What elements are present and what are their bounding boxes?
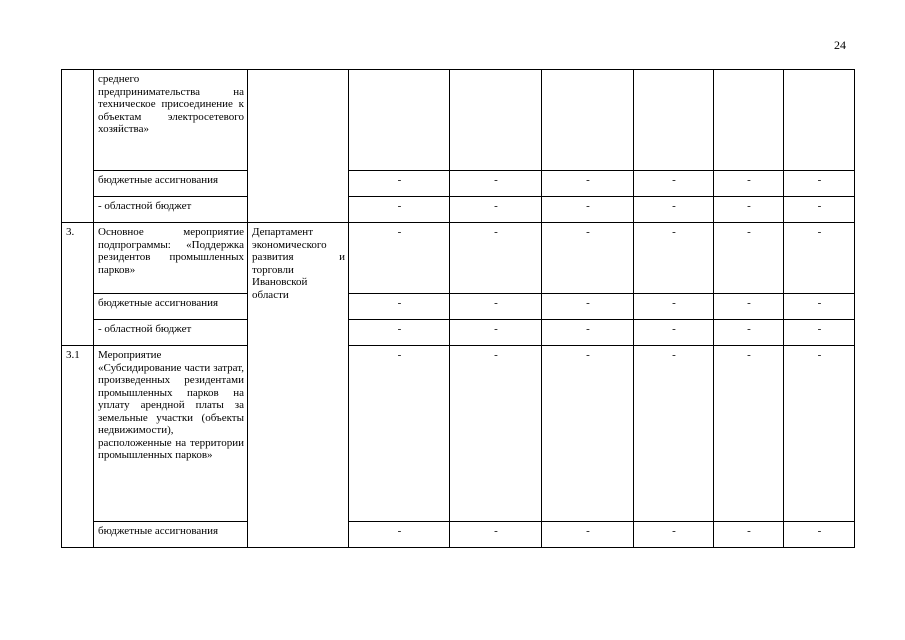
- value-cell: [450, 70, 542, 171]
- value-cell: -: [634, 197, 714, 223]
- value-cell: -: [349, 294, 450, 320]
- value-cell: -: [714, 294, 784, 320]
- value-cell: -: [634, 294, 714, 320]
- value-cell: -: [714, 197, 784, 223]
- row-number-cell: 3.1: [62, 346, 94, 548]
- value-cell: -: [714, 171, 784, 197]
- value-cell: -: [542, 320, 634, 346]
- row-label: бюджетные ассигнования: [94, 522, 248, 548]
- value-cell: -: [634, 223, 714, 294]
- value-cell: [784, 70, 855, 171]
- value-cell: -: [714, 522, 784, 548]
- value-cell: [349, 70, 450, 171]
- value-cell: -: [784, 197, 855, 223]
- value-cell: -: [784, 294, 855, 320]
- value-cell: -: [450, 197, 542, 223]
- value-cell: -: [349, 171, 450, 197]
- value-cell: -: [450, 346, 542, 522]
- row-label: - областной бюджет: [94, 197, 248, 223]
- value-cell: [634, 70, 714, 171]
- value-cell: -: [634, 320, 714, 346]
- value-cell: -: [634, 171, 714, 197]
- value-cell: -: [634, 346, 714, 522]
- table-row: [62, 320, 855, 346]
- table-row: [62, 70, 855, 171]
- value-cell: -: [542, 171, 634, 197]
- value-cell: -: [450, 294, 542, 320]
- value-cell: -: [542, 223, 634, 294]
- value-cell: [714, 70, 784, 171]
- budget-table: [61, 69, 855, 548]
- row-label: бюджетные ассигнования: [94, 294, 248, 320]
- row-number-cell: 3.: [62, 223, 94, 346]
- value-cell: -: [714, 346, 784, 522]
- value-cell: -: [784, 171, 855, 197]
- value-cell: -: [634, 522, 714, 548]
- value-cell: -: [450, 522, 542, 548]
- table-row: [62, 522, 855, 548]
- table-row: [62, 223, 855, 294]
- row-description: среднего предпринимательства на техническое присоединение к объектам электросетевого хозяйства»: [94, 70, 248, 171]
- executor-cell: Департамент экономического развития и торговли Ивановской области: [248, 223, 349, 548]
- value-cell: -: [450, 320, 542, 346]
- table-row: [62, 171, 855, 197]
- value-cell: -: [349, 346, 450, 522]
- value-cell: -: [784, 320, 855, 346]
- table-row: [62, 197, 855, 223]
- value-cell: -: [349, 522, 450, 548]
- value-cell: [542, 70, 634, 171]
- table-row: [62, 294, 855, 320]
- value-cell: -: [542, 197, 634, 223]
- value-cell: -: [784, 346, 855, 522]
- row-label: бюджетные ассигнования: [94, 171, 248, 197]
- value-cell: -: [784, 522, 855, 548]
- value-cell: -: [542, 294, 634, 320]
- value-cell: -: [349, 320, 450, 346]
- value-cell: -: [450, 223, 542, 294]
- page-number: 24: [834, 38, 846, 52]
- table-row: [62, 346, 855, 522]
- value-cell: -: [542, 346, 634, 522]
- row-description: Мероприятие «Субсидирование части затрат, произведенных резидентами промышленных парков на уплату арендной платы за земельные участки (объекты недвижимости), расположенные на территории промышленных парков»: [94, 346, 248, 522]
- value-cell: -: [349, 223, 450, 294]
- row-number-cell: [62, 70, 94, 223]
- value-cell: -: [714, 223, 784, 294]
- executor-cell: [248, 70, 349, 223]
- value-cell: -: [784, 223, 855, 294]
- value-cell: -: [349, 197, 450, 223]
- row-label: - областной бюджет: [94, 320, 248, 346]
- value-cell: -: [714, 320, 784, 346]
- row-description: Основное мероприятие подпрограммы: «Поддержка резидентов промышленных парков»: [94, 223, 248, 294]
- value-cell: -: [450, 171, 542, 197]
- value-cell: -: [542, 522, 634, 548]
